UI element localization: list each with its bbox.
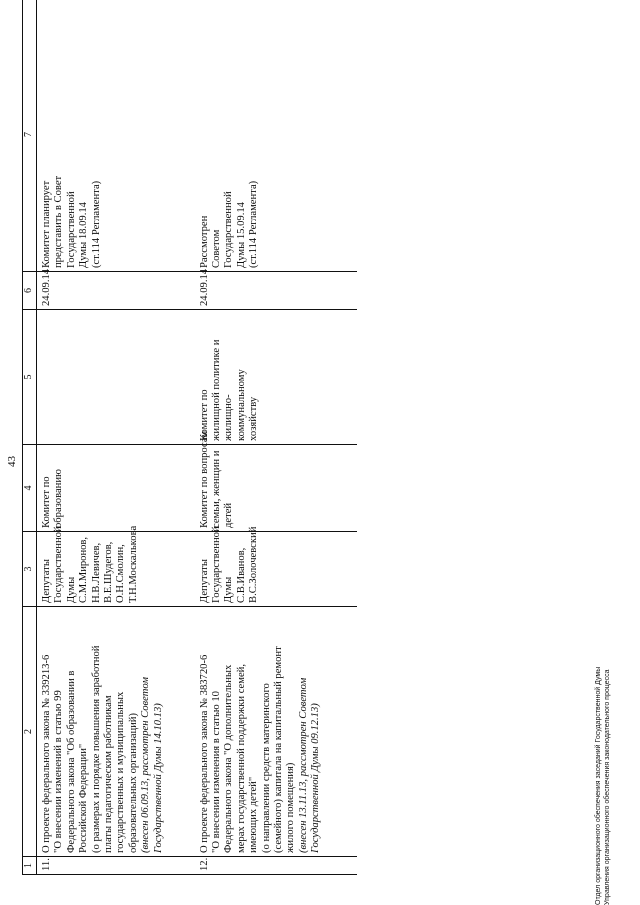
author-line: Государственной (210, 526, 222, 603)
co-executor-line: хозяйству (248, 396, 260, 441)
author-line: Депутаты (198, 559, 210, 603)
column-header-3: 3 (23, 532, 37, 607)
author-line: Н.В.Левичев, (90, 542, 102, 603)
author-line: С.М.Миронов, (78, 536, 90, 603)
committee-cell (197, 430, 357, 532)
committee-line: Комитет по вопросам (198, 430, 210, 528)
committee-cell (37, 445, 197, 532)
bill-title-line: образовательных организаций) (127, 713, 139, 853)
bill-title-line: "О внесении изменения в статью 10 (210, 691, 222, 853)
bill-title-line: Российской Федерации" (78, 743, 90, 853)
author-line: Т.Н.Москалькова (127, 525, 139, 603)
co-executor-cell (37, 310, 197, 445)
bill-title-cell (197, 607, 357, 857)
bill-title-line: жилого помещения) (285, 762, 297, 853)
author-line: С.В.Иванов, (235, 547, 247, 603)
co-executor-line: Комитет по (198, 389, 210, 441)
bill-title-line: "О внесении изменений в статью 99 (53, 690, 65, 853)
committee-line: семьи, женщин и (210, 450, 222, 528)
status-line: Думы 18.09.14 (78, 202, 90, 268)
status-line: Государственной (223, 191, 235, 268)
page-number: 43 (6, 456, 18, 467)
status-cell (197, 0, 357, 272)
committee-line: детей (223, 502, 235, 528)
author-line: В.Е.Шудегов, (103, 541, 115, 603)
status-line: представить в Совет (53, 175, 65, 268)
column-header-2: 2 (23, 607, 37, 857)
footer-line: Отдел организационного обеспечения заседаний Государственной Думы (595, 666, 602, 905)
bill-title-line: (о направлении средств материнского (260, 683, 272, 853)
bill-title-line: имеющих детей" (248, 776, 260, 853)
co-executor-line: жилищно- (223, 394, 235, 441)
bill-title-cell (37, 607, 197, 857)
bill-note-line: (внесен 06.09.13, рассмотрен Советом (140, 677, 152, 853)
footer-line: Управления организационного обеспечения законодательного процесса (604, 669, 611, 905)
bill-title-line: Федерального закона "Об образовании в (65, 670, 77, 853)
author-line: Депутаты (41, 559, 52, 603)
bill-title-line: О проекте федерального закона № 339213-6 (41, 654, 52, 853)
row-number: 12. (197, 857, 357, 875)
bill-title-line: государственных и муниципальных (115, 691, 127, 853)
bill-note-line: Государственной Думы 09.12.13) (310, 703, 322, 853)
author-line: В.С.Золочевский (248, 526, 260, 603)
status-line: Комитет планирует (41, 180, 52, 268)
column-header-7: 7 (23, 0, 37, 272)
bill-title-line: Федерального закона "О дополнительных (223, 664, 235, 853)
bill-title-line: платы педагогическим работникам (103, 695, 115, 853)
column-header-4: 4 (23, 445, 37, 532)
column-header-6: 6 (23, 272, 37, 310)
status-line: Советом (210, 229, 222, 268)
authors-cell (197, 526, 357, 607)
author-line: Государственной (53, 526, 65, 603)
status-line: Рассмотрен (198, 215, 210, 268)
date-cell: 24.09.14 (197, 272, 357, 310)
bill-title-line: мерах государственной поддержки семей, (235, 664, 247, 853)
committee-line: образованию (53, 469, 65, 528)
author-line: Думы (223, 576, 235, 603)
co-executor-line: жилищной политике и (210, 339, 222, 441)
authors-cell (37, 525, 197, 607)
status-line: (ст.114 Регламента) (90, 180, 102, 268)
bill-title-line: О проекте федерального закона № 383720-6 (198, 654, 210, 853)
author-line: Думы (65, 576, 77, 603)
date-cell: 24.09.14 (37, 272, 197, 310)
status-line: Государственной (65, 191, 77, 268)
bill-title-line: (семейного) капитала на капитальный ремонт (272, 646, 284, 853)
table-header-row (23, 0, 37, 875)
bills-table (22, 0, 357, 875)
row-number: 11. (37, 857, 197, 875)
committee-line: Комитет по (41, 476, 52, 528)
status-line: Думы 15.09.14 (235, 202, 247, 268)
co-executor-line: коммунальному (235, 369, 247, 441)
table-row (197, 0, 357, 875)
table-row (37, 0, 197, 875)
bill-title-line: (о размерах и порядке повышения заработной (90, 645, 102, 853)
co-executor-cell (197, 310, 357, 445)
author-line: О.Н.Смолин, (115, 544, 127, 603)
status-cell (37, 0, 197, 272)
status-line: (ст.114 Регламента) (248, 180, 260, 268)
footer-note (594, 667, 612, 905)
bill-note-line: (внесен 13.11.13, рассмотрен Советом (297, 677, 309, 853)
column-header-5: 5 (23, 310, 37, 445)
column-header-1: 1 (23, 857, 37, 875)
bill-note-line: Государственной Думы 14.10.13) (152, 703, 164, 853)
